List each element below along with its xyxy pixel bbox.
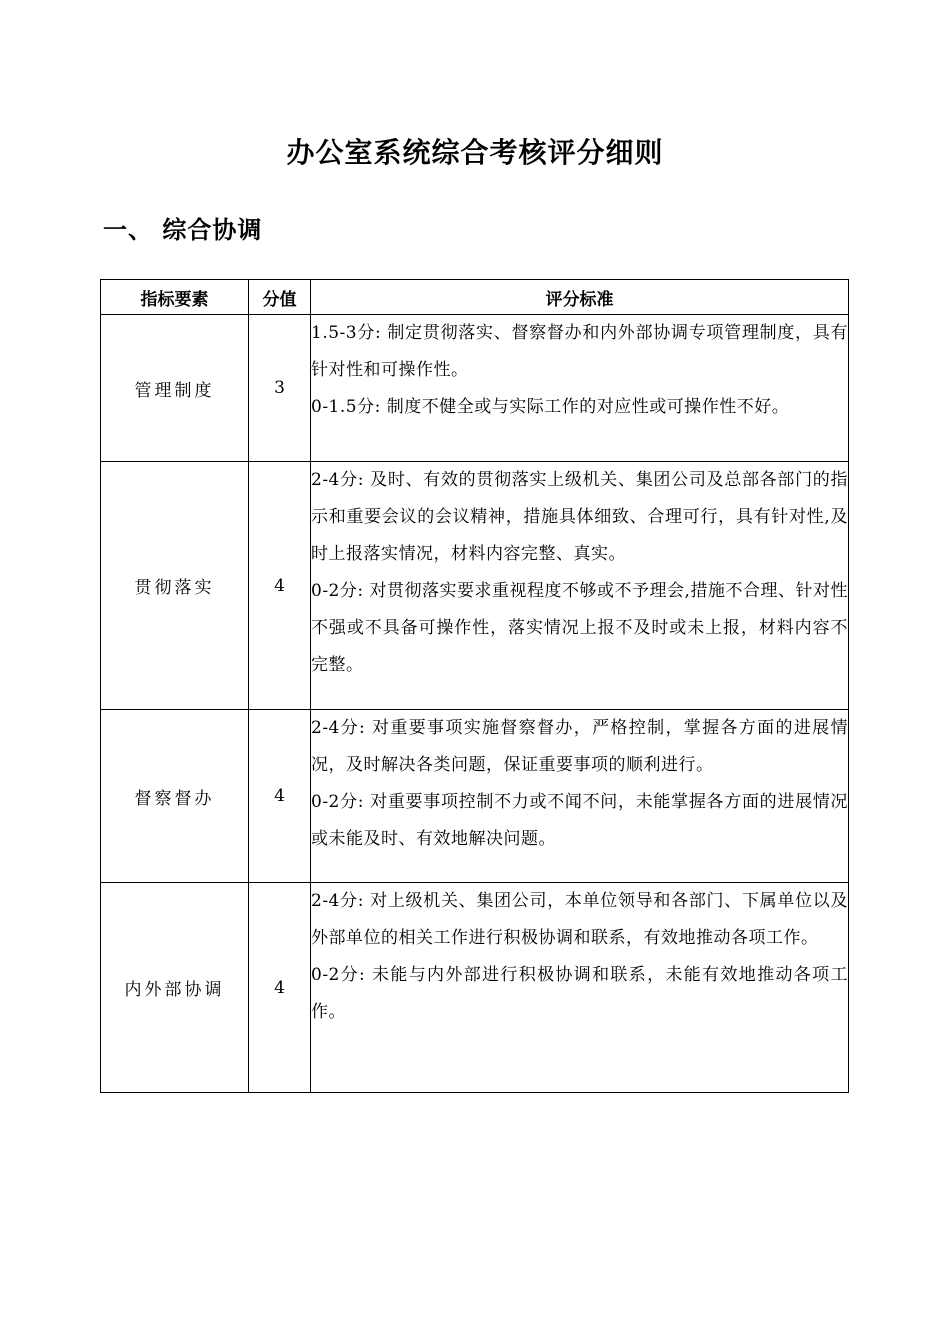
standard-cell <box>311 883 849 1093</box>
standard-cell <box>311 710 849 883</box>
item-cell: 贯彻落实 <box>101 462 249 710</box>
table-row <box>101 710 849 883</box>
criteria-text: 0-2分: 对贯彻落实要求重视程度不够或不予理会,措施不合理、针对性不强或不具备可操作性，落实情况上报不及时或未上报，材料内容不完整。 <box>311 581 848 675</box>
table-row <box>101 315 849 462</box>
table-header-row <box>101 280 849 315</box>
criteria-text: 2-4分: 对重要事项实施督察督办，严格控制，掌握各方面的进展情况，及时解决各类问题，保证重要事项的顺利进行。 <box>311 718 848 775</box>
header-score: 分值 <box>249 280 311 315</box>
score-cell: 4 <box>249 462 311 710</box>
criteria-text: 2-4分: 及时、有效的贯彻落实上级机关、集团公司及总部各部门的指示和重要会议的会议精神，措施具体细致、合理可行，具有针对性,及时上报落实情况，材料内容完整、真实。 <box>311 470 848 564</box>
criteria-text: 2-4分: 对上级机关、集团公司，本单位领导和各部门、下属单位以及外部单位的相关工作进行积极协调和联系，有效地推动各项工作。 <box>311 891 848 948</box>
item-cell: 内外部协调 <box>101 883 249 1093</box>
header-item: 指标要素 <box>101 280 249 315</box>
item-cell: 管理制度 <box>101 315 249 462</box>
criteria-text: 1.5-3分: 制定贯彻落实、督察督办和内外部协调专项管理制度，具有针对性和可操作性。 <box>311 323 848 380</box>
score-cell: 3 <box>249 315 311 462</box>
criteria-text: 0-2分: 对重要事项控制不力或不闻不问，未能掌握各方面的进展情况或未能及时、有效地解决问题。 <box>311 792 848 849</box>
header-standard: 评分标准 <box>311 280 849 315</box>
section-heading: 一、 综合协调 <box>103 216 263 244</box>
item-cell: 督察督办 <box>101 710 249 883</box>
table-row <box>101 462 849 710</box>
document-title: 办公室系统综合考核评分细则 <box>286 136 664 169</box>
standard-cell <box>311 462 849 710</box>
table-row <box>101 883 849 1093</box>
score-cell: 4 <box>249 710 311 883</box>
standard-cell <box>311 315 849 462</box>
criteria-text: 0-1.5分: 制度不健全或与实际工作的对应性或可操作性不好。 <box>311 397 790 417</box>
criteria-text: 0-2分: 未能与内外部进行积极协调和联系，未能有效地推动各项工作。 <box>311 965 848 1022</box>
scoring-table <box>100 279 849 1093</box>
score-cell: 4 <box>249 883 311 1093</box>
